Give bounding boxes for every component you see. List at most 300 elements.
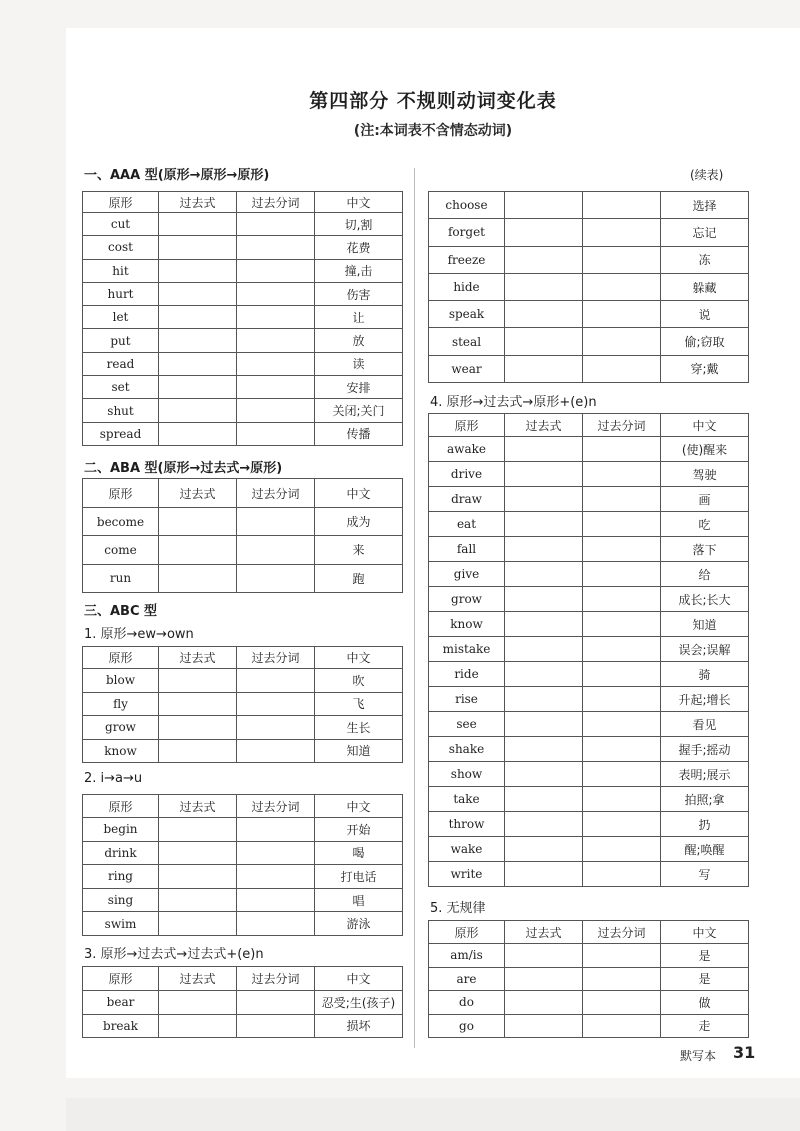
past-tense-cell (159, 692, 237, 716)
table-row (83, 1014, 403, 1038)
past-tense-cell (505, 637, 583, 662)
base-form-cell: spread (83, 422, 159, 445)
past-participle-cell (237, 739, 315, 763)
base-form-cell: blow (83, 669, 159, 693)
table-header-row (83, 647, 403, 669)
past-tense-cell (505, 687, 583, 712)
past-participle-cell (237, 818, 315, 842)
base-form-cell: am/is (429, 944, 505, 968)
past-participle-cell (583, 762, 661, 787)
past-tense-cell (505, 662, 583, 687)
chinese-meaning-cell: 给 (661, 562, 749, 587)
chinese-meaning-cell: 写 (661, 862, 749, 887)
base-form-cell: hurt (83, 282, 159, 305)
header-past-participle: 过去分词 (237, 795, 315, 818)
table-row (429, 587, 749, 612)
table-row (429, 944, 749, 968)
past-participle-cell (237, 865, 315, 889)
past-tense-cell (159, 329, 237, 352)
past-tense-cell (505, 537, 583, 562)
past-tense-cell (505, 762, 583, 787)
base-form-cell: hit (83, 259, 159, 282)
table-row (429, 862, 749, 887)
base-form-cell: sing (83, 888, 159, 912)
base-form-cell: bear (83, 991, 159, 1015)
header-past-tense: 过去式 (159, 795, 237, 818)
table-row (429, 637, 749, 662)
heading-abc: 三、ABC 型 (84, 604, 158, 619)
header-past-participle: 过去分词 (583, 921, 661, 944)
chinese-meaning-cell: 知道 (315, 739, 403, 763)
chinese-meaning-cell: 走 (661, 1014, 749, 1038)
past-tense-cell (505, 512, 583, 537)
table-row (429, 787, 749, 812)
past-participle-cell (237, 912, 315, 936)
past-participle-cell (583, 1014, 661, 1038)
column-divider (414, 168, 415, 1048)
chinese-meaning-cell: 穿;戴 (661, 355, 749, 382)
past-participle-cell (583, 944, 661, 968)
table-row (429, 437, 749, 462)
chinese-meaning-cell: 是 (661, 967, 749, 991)
past-participle-cell (583, 462, 661, 487)
chinese-meaning-cell: 读 (315, 352, 403, 375)
past-tense-cell (505, 246, 583, 273)
table-ew (82, 646, 403, 763)
past-tense-cell (159, 399, 237, 422)
base-form-cell: ring (83, 865, 159, 889)
table-row (429, 967, 749, 991)
header-past-tense: 过去式 (159, 479, 237, 508)
table-header-row (83, 479, 403, 508)
header-base-form: 原形 (83, 967, 159, 991)
table-row (83, 692, 403, 716)
header-past-tense: 过去式 (159, 647, 237, 669)
chinese-meaning-cell: 偷;窃取 (661, 328, 749, 355)
chinese-meaning-cell: 花费 (315, 236, 403, 259)
past-tense-cell (505, 991, 583, 1015)
header-chinese: 中文 (661, 414, 749, 437)
base-form-cell: know (429, 612, 505, 637)
header-past-tense: 过去式 (505, 414, 583, 437)
table-row (429, 1014, 749, 1038)
past-tense-cell (159, 306, 237, 329)
table-row (83, 865, 403, 889)
past-tense-cell (505, 219, 583, 246)
chinese-meaning-cell: 放 (315, 329, 403, 352)
base-form-cell: begin (83, 818, 159, 842)
table-row (83, 564, 403, 592)
past-tense-cell (505, 462, 583, 487)
past-participle-cell (583, 273, 661, 300)
past-tense-cell (159, 991, 237, 1015)
base-form-cell: become (83, 508, 159, 536)
past-participle-cell (237, 376, 315, 399)
chinese-meaning-cell: 损坏 (315, 1014, 403, 1038)
table-aaa (82, 191, 403, 446)
chinese-meaning-cell: 拍照;拿 (661, 787, 749, 812)
past-participle-cell (237, 236, 315, 259)
chinese-meaning-cell: 选择 (661, 192, 749, 219)
base-form-cell: choose (429, 192, 505, 219)
chinese-meaning-cell: 知道 (661, 612, 749, 637)
table-row (83, 536, 403, 564)
past-tense-cell (505, 328, 583, 355)
heading-aba: 二、ABA 型(原形→过去式→原形) (84, 461, 283, 476)
chinese-meaning-cell: 跑 (315, 564, 403, 592)
table-row (429, 687, 749, 712)
heading-ew: 1. 原形→ew→own (84, 627, 194, 642)
base-form-cell: let (83, 306, 159, 329)
chinese-meaning-cell: 冻 (661, 246, 749, 273)
chinese-meaning-cell: 撞,击 (315, 259, 403, 282)
chinese-meaning-cell: 伤害 (315, 282, 403, 305)
table-row (429, 462, 749, 487)
past-participle-cell (583, 662, 661, 687)
footer-book-label: 默写本 (680, 1049, 717, 1063)
header-past-tense: 过去式 (159, 967, 237, 991)
chinese-meaning-cell: 安排 (315, 376, 403, 399)
table-header-row (83, 967, 403, 991)
table-row (429, 301, 749, 328)
past-tense-cell (505, 273, 583, 300)
table-en3-continued (428, 191, 749, 383)
past-tense-cell (159, 564, 237, 592)
header-base-form: 原形 (83, 192, 159, 213)
past-participle-cell (237, 716, 315, 740)
table-row (83, 912, 403, 936)
table-row (429, 991, 749, 1015)
base-form-cell: forget (429, 219, 505, 246)
table-header-row (429, 414, 749, 437)
header-base-form: 原形 (83, 647, 159, 669)
table-row (429, 712, 749, 737)
past-tense-cell (505, 1014, 583, 1038)
header-chinese: 中文 (315, 479, 403, 508)
past-participle-cell (583, 637, 661, 662)
past-participle-cell (583, 562, 661, 587)
table-irregular (428, 920, 749, 1038)
header-past-participle: 过去分词 (237, 479, 315, 508)
past-tense-cell (159, 865, 237, 889)
past-tense-cell (159, 1014, 237, 1038)
table-row (83, 329, 403, 352)
past-tense-cell (505, 967, 583, 991)
table-row (429, 662, 749, 687)
chinese-meaning-cell: 说 (661, 301, 749, 328)
base-form-cell: drive (429, 462, 505, 487)
chinese-meaning-cell: 表明;展示 (661, 762, 749, 787)
past-tense-cell (505, 487, 583, 512)
table-header-row (429, 921, 749, 944)
base-form-cell: put (83, 329, 159, 352)
base-form-cell: rise (429, 687, 505, 712)
past-participle-cell (237, 692, 315, 716)
base-form-cell: ride (429, 662, 505, 687)
header-chinese: 中文 (315, 795, 403, 818)
table-iau (82, 794, 403, 936)
heading-iau: 2. i→a→u (84, 771, 143, 786)
base-form-cell: grow (429, 587, 505, 612)
header-past-participle: 过去分词 (237, 192, 315, 213)
chinese-meaning-cell: 飞 (315, 692, 403, 716)
chinese-meaning-cell: 关闭;关门 (315, 399, 403, 422)
past-participle-cell (583, 737, 661, 762)
table-row (83, 888, 403, 912)
base-form-cell: draw (429, 487, 505, 512)
past-participle-cell (583, 687, 661, 712)
heading-en4: 4. 原形→过去式→原形+(e)n (430, 395, 597, 410)
table-row (83, 422, 403, 445)
table-row (429, 612, 749, 637)
base-form-cell: run (83, 564, 159, 592)
table-row (83, 716, 403, 740)
table-row (429, 562, 749, 587)
past-participle-cell (583, 612, 661, 637)
table-en4 (428, 413, 749, 887)
past-tense-cell (505, 192, 583, 219)
base-form-cell: go (429, 1014, 505, 1038)
past-participle-cell (583, 437, 661, 462)
base-form-cell: throw (429, 812, 505, 837)
base-form-cell: do (429, 991, 505, 1015)
table-row (83, 376, 403, 399)
header-chinese: 中文 (315, 647, 403, 669)
chinese-meaning-cell: 扔 (661, 812, 749, 837)
base-form-cell: drink (83, 841, 159, 865)
past-tense-cell (505, 612, 583, 637)
past-participle-cell (237, 213, 315, 236)
page-subtitle: (注:本词表不含情态动词) (353, 123, 513, 139)
past-tense-cell (159, 236, 237, 259)
base-form-cell: fly (83, 692, 159, 716)
header-chinese: 中文 (661, 921, 749, 944)
heading-aaa: 一、AAA 型(原形→原形→原形) (84, 168, 270, 183)
base-form-cell: wear (429, 355, 505, 382)
past-tense-cell (505, 712, 583, 737)
table-row (83, 306, 403, 329)
past-participle-cell (583, 355, 661, 382)
header-past-tense: 过去式 (505, 921, 583, 944)
past-participle-cell (583, 967, 661, 991)
table-row (429, 762, 749, 787)
chinese-meaning-cell: 吃 (661, 512, 749, 537)
chinese-meaning-cell: 吹 (315, 669, 403, 693)
past-tense-cell (159, 508, 237, 536)
chinese-meaning-cell: 驾驶 (661, 462, 749, 487)
table-row (429, 487, 749, 512)
base-form-cell: eat (429, 512, 505, 537)
past-tense-cell (159, 352, 237, 375)
chinese-meaning-cell: 是 (661, 944, 749, 968)
past-participle-cell (583, 787, 661, 812)
table-row (429, 537, 749, 562)
chinese-meaning-cell: 做 (661, 991, 749, 1015)
past-tense-cell (159, 282, 237, 305)
chinese-meaning-cell: 看见 (661, 712, 749, 737)
table-row (83, 399, 403, 422)
base-form-cell: wake (429, 837, 505, 862)
past-tense-cell (505, 301, 583, 328)
base-form-cell: steal (429, 328, 505, 355)
chinese-meaning-cell: 骑 (661, 662, 749, 687)
table-row (83, 352, 403, 375)
past-tense-cell (505, 944, 583, 968)
page-number: 31 (733, 1043, 756, 1062)
base-form-cell: cost (83, 236, 159, 259)
header-base-form: 原形 (429, 414, 505, 437)
table-row (429, 812, 749, 837)
base-form-cell: write (429, 862, 505, 887)
table-row (83, 236, 403, 259)
chinese-meaning-cell: 升起;增长 (661, 687, 749, 712)
table-row (429, 837, 749, 862)
header-base-form: 原形 (429, 921, 505, 944)
base-form-cell: break (83, 1014, 159, 1038)
base-form-cell: freeze (429, 246, 505, 273)
next-page-edge (66, 1098, 800, 1131)
table-aba (82, 478, 403, 593)
chinese-meaning-cell: 传播 (315, 422, 403, 445)
base-form-cell: hide (429, 273, 505, 300)
header-past-tense: 过去式 (159, 192, 237, 213)
chinese-meaning-cell: (使)醒来 (661, 437, 749, 462)
table-row (83, 991, 403, 1015)
chinese-meaning-cell: 躲藏 (661, 273, 749, 300)
past-tense-cell (505, 812, 583, 837)
chinese-meaning-cell: 打电话 (315, 865, 403, 889)
chinese-meaning-cell: 唱 (315, 888, 403, 912)
past-participle-cell (583, 512, 661, 537)
past-tense-cell (159, 912, 237, 936)
table-row (83, 818, 403, 842)
base-form-cell: are (429, 967, 505, 991)
page-title: 第四部分 不规则动词变化表 (309, 90, 557, 112)
table-row (83, 739, 403, 763)
header-past-participle: 过去分词 (237, 967, 315, 991)
past-participle-cell (583, 862, 661, 887)
chinese-meaning-cell: 成为 (315, 508, 403, 536)
table-header-row (83, 192, 403, 213)
table-row (429, 737, 749, 762)
chinese-meaning-cell: 切,割 (315, 213, 403, 236)
past-tense-cell (505, 355, 583, 382)
past-participle-cell (583, 328, 661, 355)
past-participle-cell (237, 306, 315, 329)
past-tense-cell (159, 841, 237, 865)
past-participle-cell (237, 399, 315, 422)
past-participle-cell (237, 422, 315, 445)
base-form-cell: speak (429, 301, 505, 328)
table-row (83, 841, 403, 865)
header-chinese: 中文 (315, 967, 403, 991)
chinese-meaning-cell: 成长;长大 (661, 587, 749, 612)
past-participle-cell (237, 669, 315, 693)
past-tense-cell (159, 213, 237, 236)
past-tense-cell (159, 669, 237, 693)
chinese-meaning-cell: 画 (661, 487, 749, 512)
table-row (83, 213, 403, 236)
past-participle-cell (237, 991, 315, 1015)
past-tense-cell (505, 837, 583, 862)
chinese-meaning-cell: 忘记 (661, 219, 749, 246)
heading-en3: 3. 原形→过去式→过去式+(e)n (84, 947, 264, 962)
header-base-form: 原形 (83, 795, 159, 818)
chinese-meaning-cell: 握手;摇动 (661, 737, 749, 762)
table-row (83, 259, 403, 282)
header-base-form: 原形 (83, 479, 159, 508)
chinese-meaning-cell: 生长 (315, 716, 403, 740)
table-row (429, 219, 749, 246)
table-row (83, 669, 403, 693)
past-tense-cell (505, 587, 583, 612)
header-past-participle: 过去分词 (583, 414, 661, 437)
base-form-cell: see (429, 712, 505, 737)
header-past-participle: 过去分词 (237, 647, 315, 669)
past-participle-cell (237, 536, 315, 564)
past-participle-cell (237, 329, 315, 352)
past-participle-cell (583, 487, 661, 512)
past-participle-cell (583, 246, 661, 273)
table-row (429, 328, 749, 355)
table-row (429, 246, 749, 273)
past-participle-cell (583, 192, 661, 219)
past-tense-cell (159, 818, 237, 842)
chinese-meaning-cell: 游泳 (315, 912, 403, 936)
chinese-meaning-cell: 喝 (315, 841, 403, 865)
table-header-row (83, 795, 403, 818)
chinese-meaning-cell: 误会;误解 (661, 637, 749, 662)
base-form-cell: awake (429, 437, 505, 462)
chinese-meaning-cell: 来 (315, 536, 403, 564)
base-form-cell: set (83, 376, 159, 399)
past-participle-cell (237, 841, 315, 865)
past-participle-cell (237, 282, 315, 305)
table-row (429, 273, 749, 300)
continued-label: (续表) (690, 168, 724, 182)
base-form-cell: show (429, 762, 505, 787)
table-row (429, 355, 749, 382)
past-tense-cell (159, 422, 237, 445)
past-participle-cell (583, 812, 661, 837)
table-row (83, 508, 403, 536)
base-form-cell: give (429, 562, 505, 587)
base-form-cell: cut (83, 213, 159, 236)
header-chinese: 中文 (315, 192, 403, 213)
past-participle-cell (237, 564, 315, 592)
past-participle-cell (583, 712, 661, 737)
past-participle-cell (583, 991, 661, 1015)
base-form-cell: shake (429, 737, 505, 762)
base-form-cell: mistake (429, 637, 505, 662)
base-form-cell: fall (429, 537, 505, 562)
past-tense-cell (159, 376, 237, 399)
past-participle-cell (237, 888, 315, 912)
past-participle-cell (583, 537, 661, 562)
chinese-meaning-cell: 忍受;生(孩子) (315, 991, 403, 1015)
past-tense-cell (159, 739, 237, 763)
table-row (83, 282, 403, 305)
past-tense-cell (159, 716, 237, 740)
chinese-meaning-cell: 落下 (661, 537, 749, 562)
past-participle-cell (237, 352, 315, 375)
past-participle-cell (583, 837, 661, 862)
past-tense-cell (505, 737, 583, 762)
base-form-cell: grow (83, 716, 159, 740)
heading-irregular: 5. 无规律 (430, 901, 486, 916)
chinese-meaning-cell: 让 (315, 306, 403, 329)
past-tense-cell (505, 437, 583, 462)
